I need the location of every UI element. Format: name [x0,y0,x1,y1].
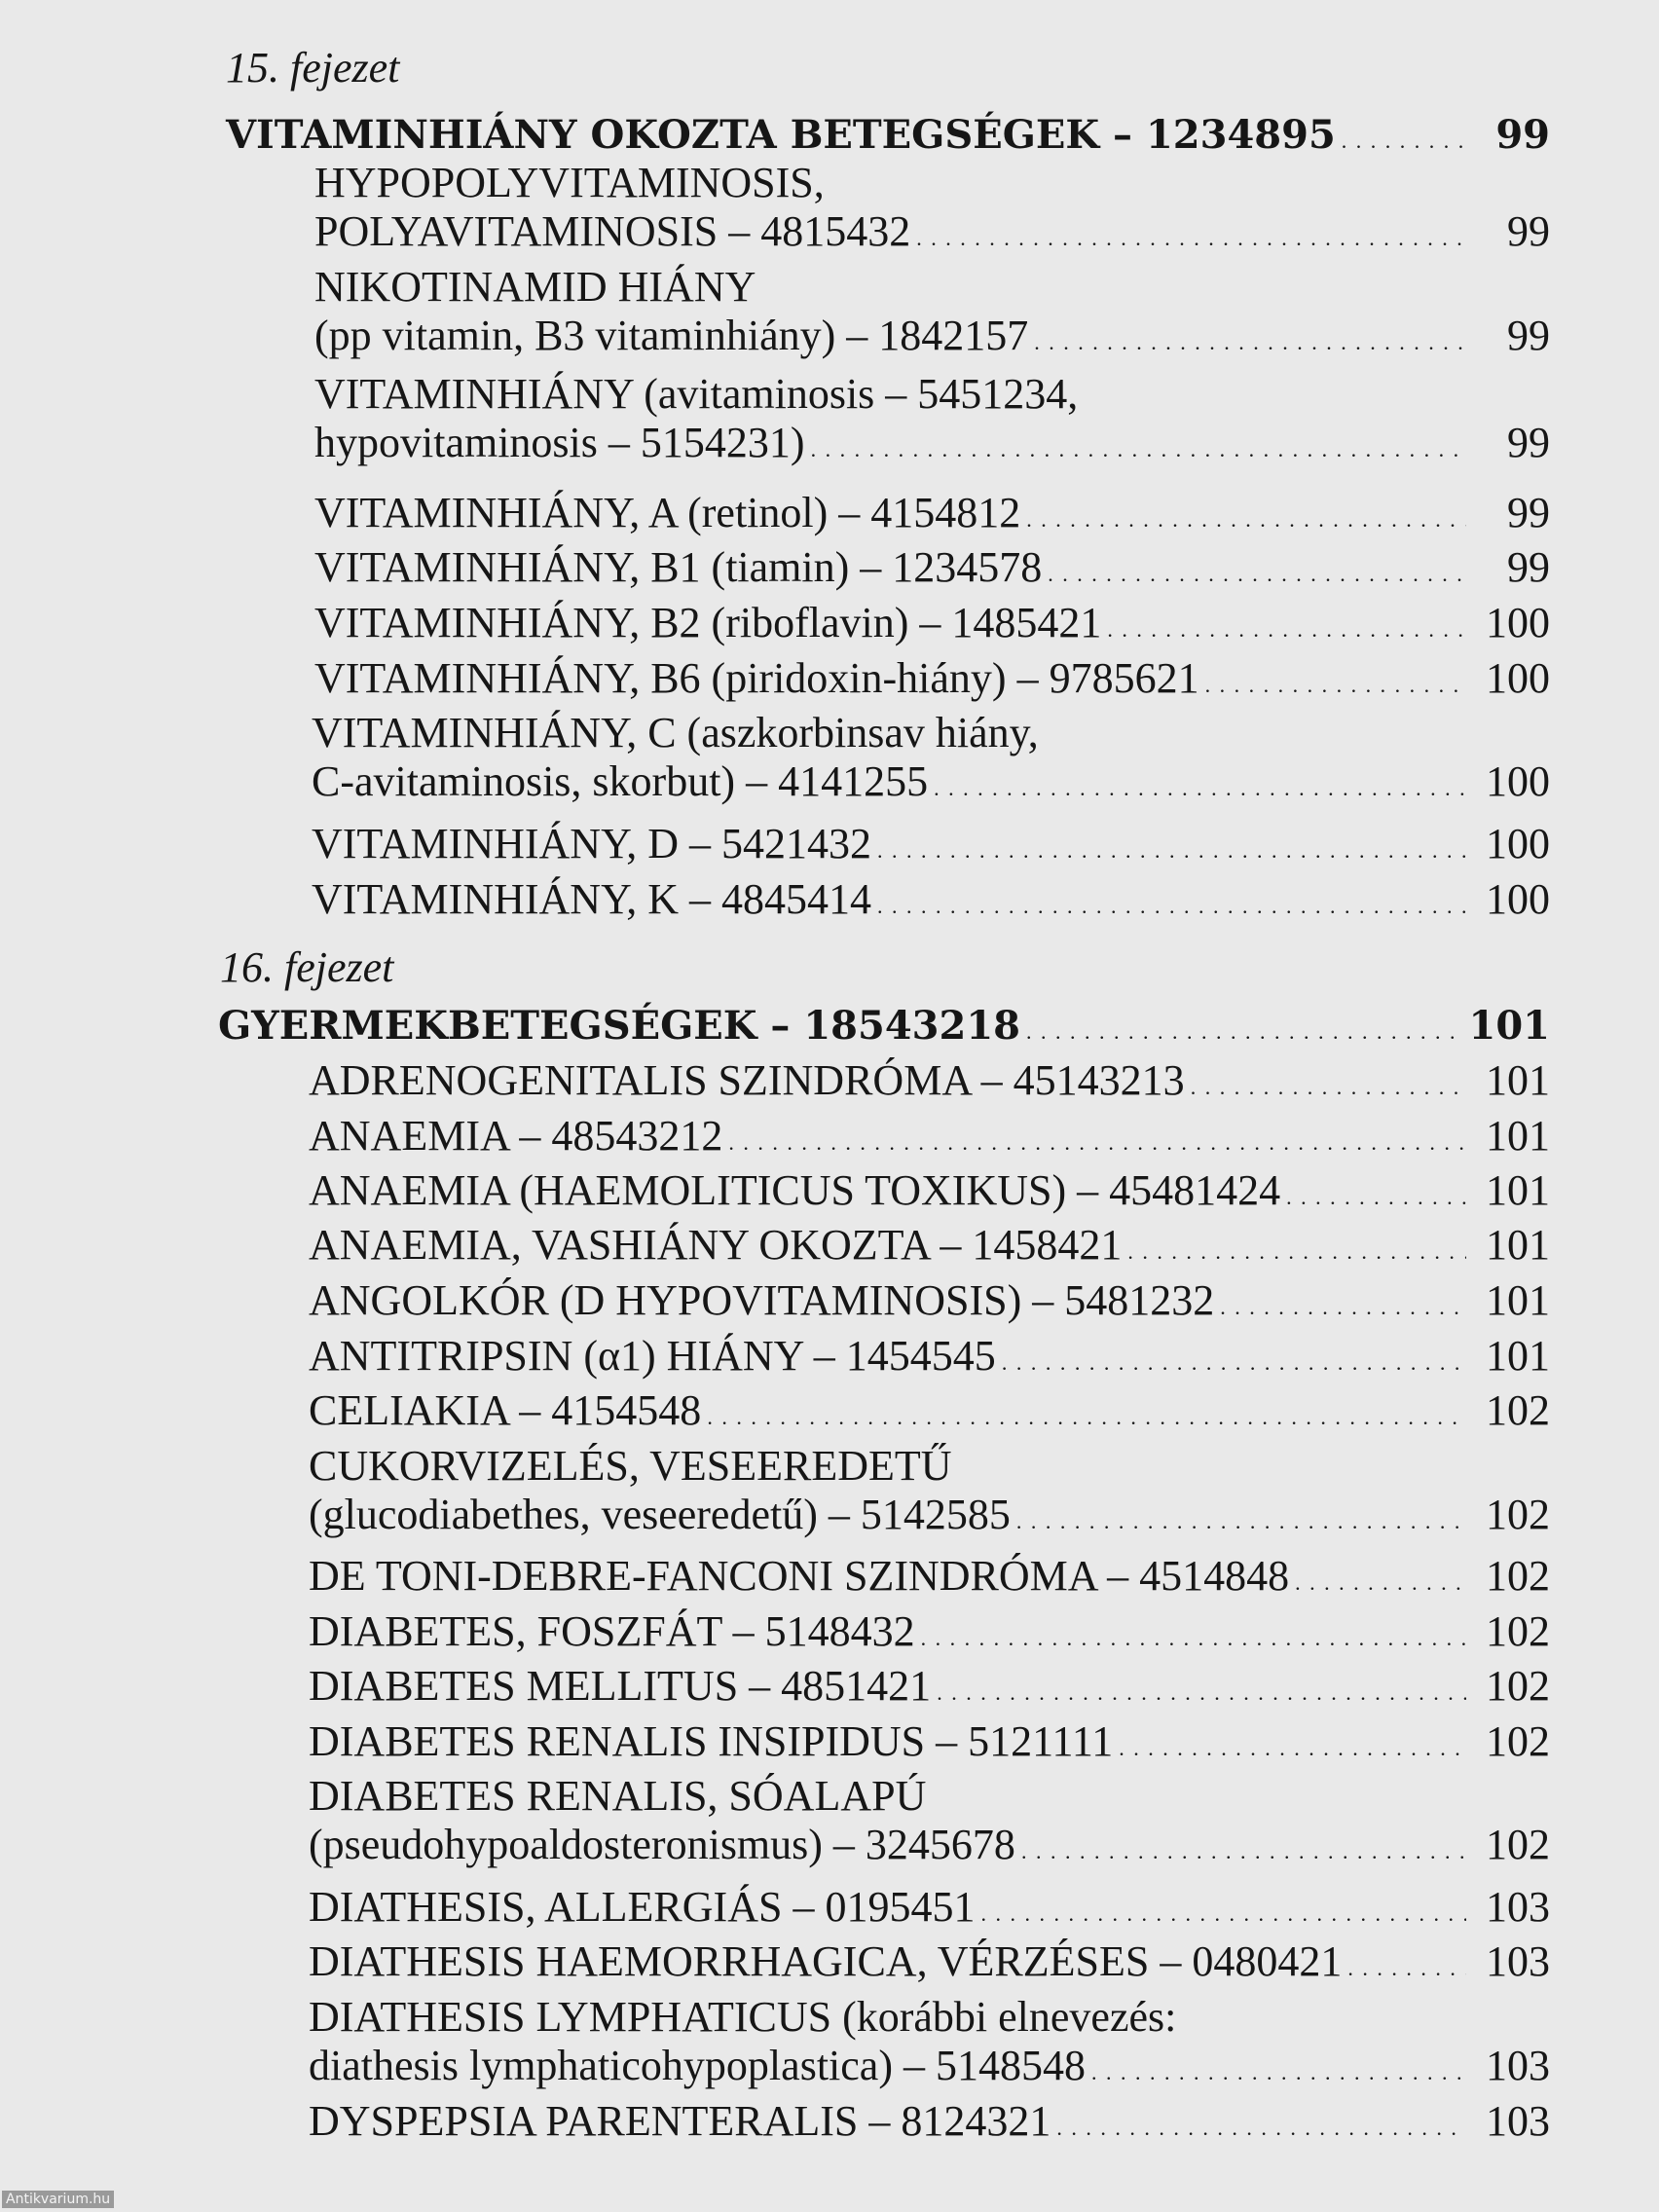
dot-leader [937,1662,1466,1717]
entry-line: NIKOTINAMID HIÁNY [314,263,756,311]
dot-leader [921,1607,1466,1663]
index-entry [309,2097,1550,2146]
entry-line: VITAMINHIÁNY, K – 4845414 [312,875,871,923]
page-number: 101 [1486,1112,1550,1160]
index-entry [309,1607,1550,1656]
index-entry [314,654,1550,703]
index-entry [309,1112,1550,1161]
chapter-title: GYERMEKBETEGSÉGEK – 18543218 [218,1003,1020,1049]
entry-line: diathesis lymphaticohypoplastica) – 5148548 [309,2042,1086,2089]
page-number: 101 [1468,1003,1550,1049]
dot-leader [728,1112,1466,1167]
entry-line: DE TONI-DEBRE-FANCONI SZINDRÓMA – 4514848 [309,1552,1290,1600]
entry-line: (pseudohypoaldosteronismus) – 3245678 [309,1821,1015,1868]
entry-line: CELIAKIA – 4154548 [309,1386,702,1434]
dot-leader [1048,543,1466,599]
page-number: 101 [1486,1056,1550,1104]
dot-leader [707,1386,1466,1442]
page-number: 100 [1486,820,1550,867]
page-number: 103 [1486,2042,1550,2089]
entry-line: hypovitaminosis – 5154231) [314,419,805,466]
index-entry [314,370,1550,467]
page-number: 102 [1486,1491,1550,1538]
chapter-label: 15. fejezet [226,44,400,92]
index-entry [312,709,1550,806]
index-entry [314,543,1550,592]
page-number: 99 [1507,489,1550,536]
dot-leader [916,207,1466,263]
entry-line: CUKORVIZELÉS, VESEEREDETŰ [309,1442,952,1490]
page-number: 99 [1495,112,1550,158]
index-entry [312,875,1550,924]
page-number: 103 [1486,1883,1550,1931]
chapter-title: VITAMINHIÁNY OKOZTA BETEGSÉGEK – 1234895 [226,112,1336,158]
page-number: 102 [1486,1607,1550,1655]
entry-line: VITAMINHIÁNY, C (aszkorbinsav hiány, [312,709,1039,756]
index-entry [309,1772,1550,1869]
dot-leader [1220,1276,1466,1332]
dot-leader [1026,489,1466,544]
page-number: 100 [1486,599,1550,646]
index-entry [309,1442,1550,1539]
index-entry [309,1276,1550,1325]
entry-line: ANGOLKÓR (D HYPOVITAMINOSIS) – 5481232 [309,1276,1215,1324]
page-number: 102 [1486,1386,1550,1434]
page-number: 99 [1507,207,1550,255]
entry-line: (pp vitamin, B3 vitaminhiány) – 1842157 [314,312,1029,359]
entry-line: C-avitaminosis, skorbut) – 4141255 [312,757,929,805]
dot-leader [1002,1332,1466,1387]
index-entry [309,1386,1550,1435]
dot-leader [980,1883,1466,1938]
entry-line: DIABETES RENALIS INSIPIDUS – 5121111 [309,1717,1114,1765]
chapter-label: 16. fejezet [220,943,394,991]
entry-line: VITAMINHIÁNY, B6 (piridoxin-hiány) – 9785621 [314,654,1199,702]
index-entry [314,489,1550,537]
entry-line: DIABETES, FOSZFÁT – 5148432 [309,1607,915,1655]
index-entry [309,1056,1550,1105]
dot-leader [934,757,1466,813]
page-number: 102 [1486,1662,1550,1710]
dot-leader [1342,110,1466,166]
dot-leader [811,419,1466,474]
index-entry [314,263,1550,360]
dot-leader [1021,1821,1466,1876]
entry-line: ANTITRIPSIN (α1) HIÁNY – 1454545 [309,1332,996,1380]
entry-line: ADRENOGENITALIS SZINDRÓMA – 45143213 [309,1056,1185,1104]
entry-line: ANAEMIA, VASHIÁNY OKOZTA – 1458421 [309,1221,1123,1269]
index-entry [309,1937,1550,1986]
chapter-title-entry [218,1001,1550,1050]
page-number: 101 [1486,1221,1550,1269]
index-entry [314,159,1550,256]
index-entry [309,1883,1550,1932]
page-number: 99 [1507,312,1550,359]
page-number: 100 [1486,757,1550,805]
entry-line: DIABETES MELLITUS – 4851421 [309,1662,932,1710]
page-number: 99 [1507,543,1550,591]
index-entry [309,1166,1550,1215]
entry-line: VITAMINHIÁNY, B2 (riboflavin) – 1485421 [314,599,1102,646]
dot-leader [1191,1056,1466,1112]
index-entry [309,1662,1550,1711]
index-entry [309,1993,1550,2090]
page-number: 101 [1486,1166,1550,1214]
entry-line: ANAEMIA (HAEMOLITICUS TOXIKUS) – 45481424 [309,1166,1281,1214]
page-number: 103 [1486,2097,1550,2145]
page-number: 102 [1486,1552,1550,1600]
dot-leader [1026,1001,1463,1056]
entry-line: VITAMINHIÁNY (avitaminosis – 5451234, [314,370,1079,418]
dot-leader [1056,2097,1466,2153]
index-entry [314,599,1550,647]
entry-line: DIATHESIS, ALLERGIÁS – 0195451 [309,1883,976,1931]
dot-leader [1295,1552,1466,1607]
entry-line: VITAMINHIÁNY, D – 5421432 [312,820,871,867]
chapter-title-entry [226,110,1550,159]
index-entry [309,1332,1550,1381]
page-number: 100 [1486,875,1550,923]
page-number: 100 [1486,654,1550,702]
dot-leader [1205,654,1466,710]
entry-line: DIATHESIS HAEMORRHAGICA, VÉRZÉSES – 0480421 [309,1937,1343,1985]
dot-leader [877,875,1466,931]
entry-line: (glucodiabethes, veseeredetű) – 5142585 [309,1491,1011,1538]
dot-leader [1286,1166,1466,1222]
dot-leader [1091,2042,1466,2097]
index-entry [309,1552,1550,1601]
index-entry [312,820,1550,868]
page-number: 103 [1486,1937,1550,1985]
page-number: 102 [1486,1821,1550,1868]
page-number: 102 [1486,1717,1550,1765]
entry-line: DYSPEPSIA PARENTERALIS – 8124321 [309,2097,1051,2145]
page-number: 99 [1507,419,1550,466]
index-entry [309,1221,1550,1270]
dot-leader [1107,599,1466,654]
entry-line: ANAEMIA – 48543212 [309,1112,723,1160]
watermark: Antikvarium.hu [2,2191,114,2208]
dot-leader [1347,1937,1466,1993]
dot-leader [1127,1221,1466,1276]
dot-leader [1119,1717,1466,1773]
page-number: 101 [1486,1276,1550,1324]
entry-line: HYPOPOLYVITAMINOSIS, [314,159,825,206]
dot-leader [877,820,1466,875]
entry-line: VITAMINHIÁNY, A (retinol) – 4154812 [314,489,1021,536]
entry-line: DIABETES RENALIS, SÓALAPÚ [309,1772,927,1820]
dot-leader [1034,312,1466,367]
entry-line: DIATHESIS LYMPHATICUS (korábbi elnevezés: [309,1993,1177,2041]
page-number: 101 [1486,1332,1550,1380]
entry-line: POLYAVITAMINOSIS – 4815432 [314,207,911,255]
index-entry [309,1717,1550,1766]
entry-line: VITAMINHIÁNY, B1 (tiamin) – 1234578 [314,543,1043,591]
dot-leader [1016,1491,1466,1546]
